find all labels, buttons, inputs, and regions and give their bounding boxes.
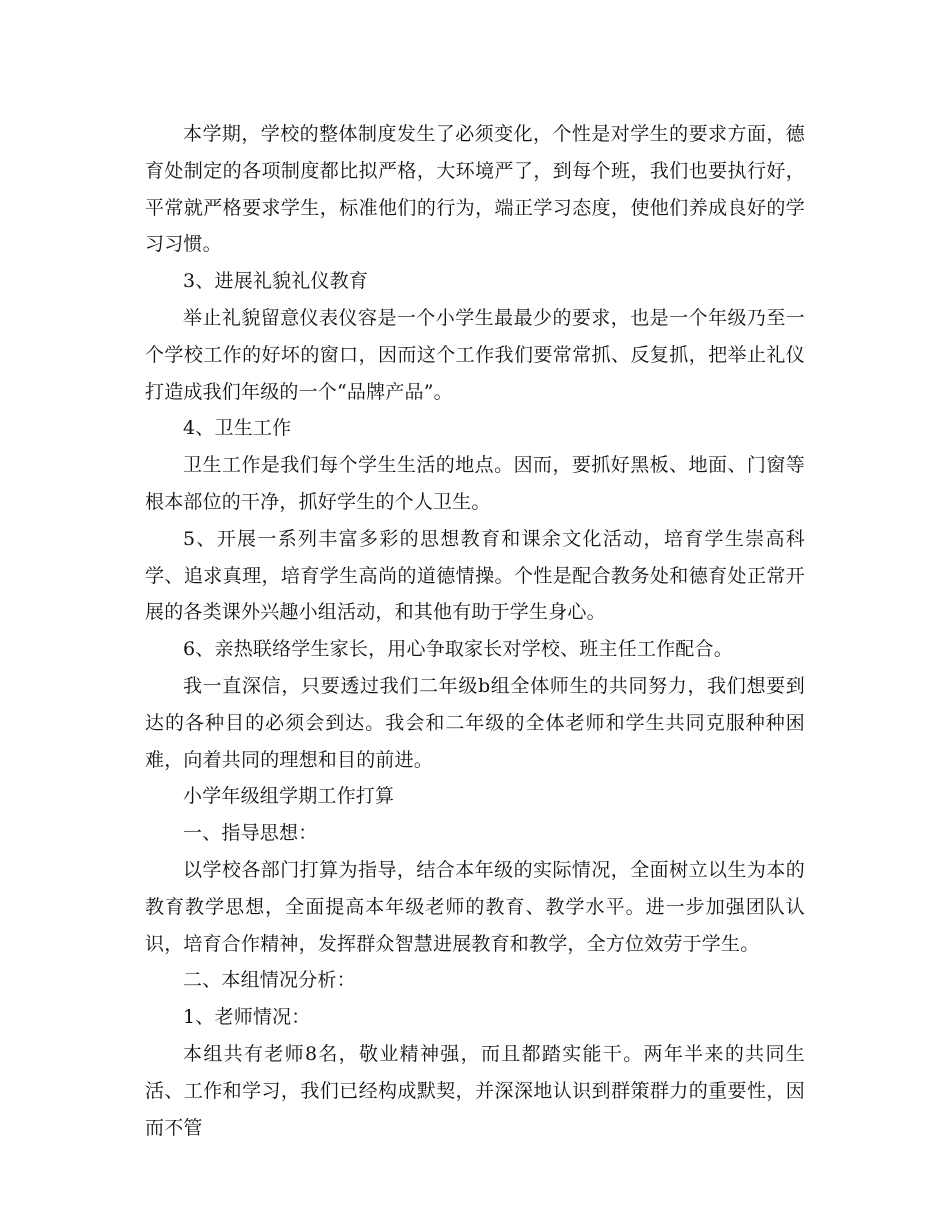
heading-group-analysis: 二、本组情况分析： (183, 969, 356, 992)
paragraph-item-5: 5、开展一系列丰富多彩的思想教育和课余文化活动，培育学生崇高科学、追求真理，培育学生高尚的道德情操。个性是配合教务处和德育处正常开展的各类课外兴趣小组活动，和其他有助于学生身心。 (145, 527, 805, 624)
paragraph-hygiene: 卫生工作是我们每个学生生活的地点。因而，要抓好黑板、地面、门窗等根本部位的干净，抓好学生的个人卫生。 (145, 454, 805, 513)
paragraph-1: 本学期，学校的整体制度发生了必须变化，个性是对学生的要求方面，德育处制定的各项制度都比拟严格，大环境严了，到每个班，我们也要执行好，平常就严格要求学生，标准他们的行为，端正学习态度，使他们养成良好的学习习惯。 (145, 123, 805, 256)
heading-3-etiquette-education: 3、进展礼貌礼仪教育 (183, 270, 369, 293)
document-body (145, 116, 805, 1146)
paragraph-item-6: 6、亲热联络学生家长，用心争取家长对学校、班主任工作配合。 (183, 638, 733, 661)
paragraph-guiding-ideology: 以学校各部门打算为指导，结合本年级的实际情况，全面树立以生为本的教育教学思想，全面提高本年级老师的教育、教学水平。进一步加强团队认识，培育合作精神，发挥群众智慧进展教育和教学，全方位效劳于学生。 (145, 858, 805, 955)
heading-guiding-ideology: 一、指导思想： (183, 822, 318, 845)
heading-4-hygiene: 4、卫生工作 (183, 417, 292, 440)
paragraph-belief: 我一直深信，只要透过我们二年级b组全体师生的共同努力，我们想要到达的各种目的必须会到达。我会和二年级的全体老师和学生共同克服种种困难，向着共同的理想和目的前进。 (145, 674, 805, 771)
section-title: 小学年级组学期工作打算 (183, 785, 395, 808)
paragraph-etiquette: 举止礼貌留意仪表仪容是一个小学生最最少的要求，也是一个年级乃至一个学校工作的好坏的窗口，因而这个工作我们要常常抓、反复抓，把举止礼仪打造成我们年级的一个“品牌产品”。 (145, 306, 805, 403)
paragraph-teacher-situation: 本组共有老师8名，敬业精神强，而且都踏实能干。两年半来的共同生活、工作和学习，我们已经构成默契，并深深地认识到群策群力的重要性，因而不管 (145, 1042, 805, 1139)
heading-teacher-situation: 1、老师情况： (183, 1006, 311, 1029)
